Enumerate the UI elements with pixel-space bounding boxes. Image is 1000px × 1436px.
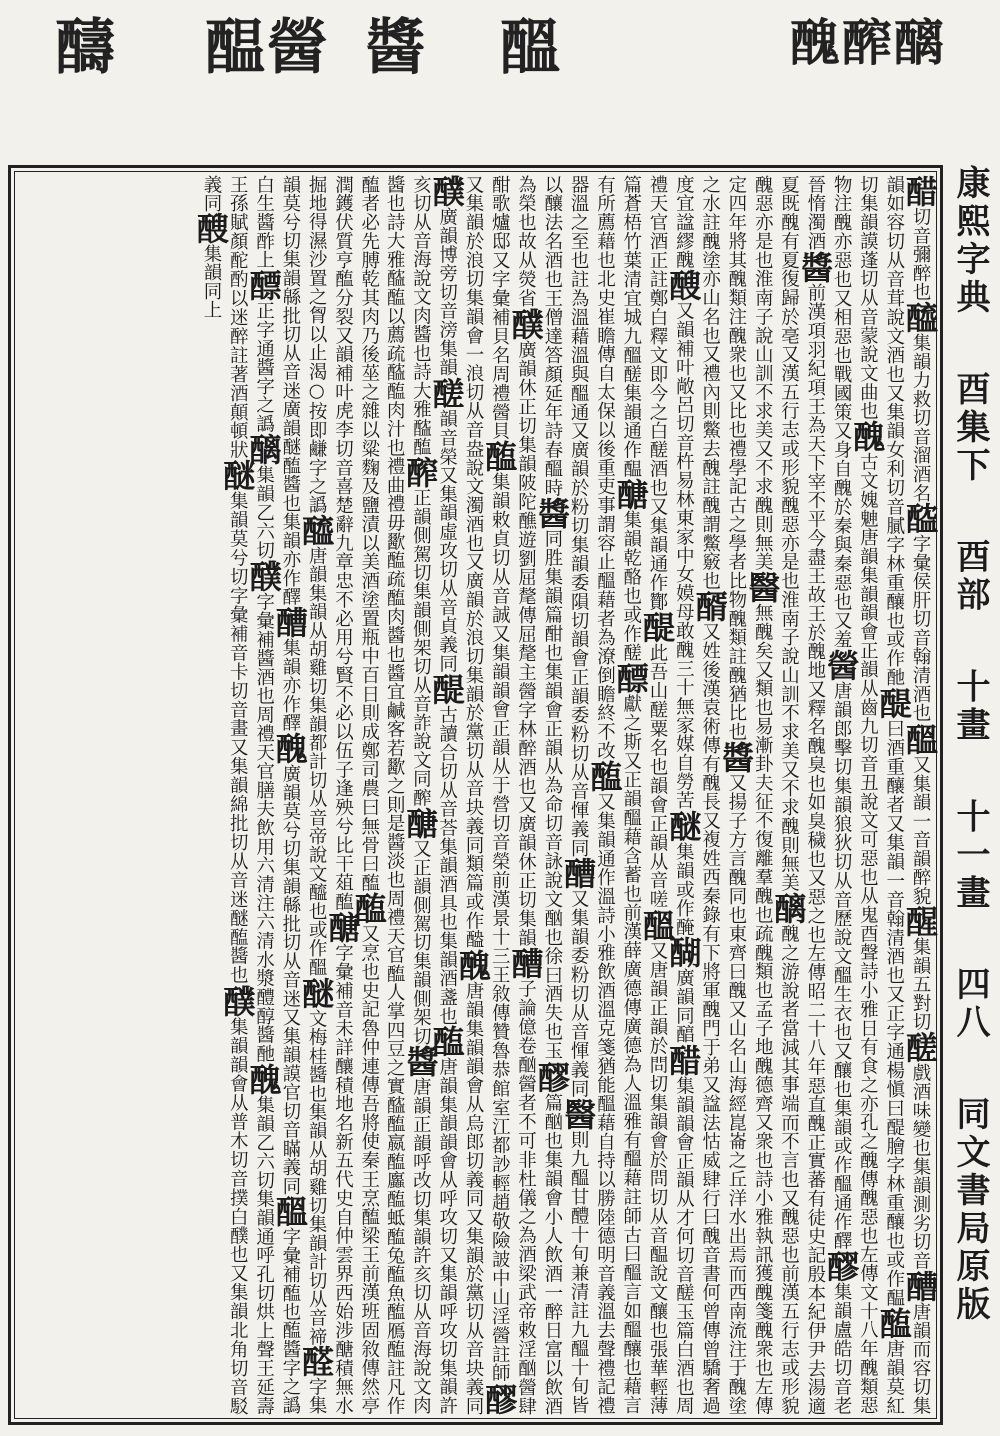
entry-definition: 廣韻莫兮切集韻緜批切从音迷又集韻謨官切音瞞義同 bbox=[279, 764, 301, 1196]
entry-definition: 又集韻委粉切从音惲義同 bbox=[568, 889, 590, 1099]
entry-definition: 唐韻而容切集韻如容切从音茸說文酒也又集韻女利切音膩字林重釀也或作酏 bbox=[883, 175, 931, 1416]
entry-definition: 集韻韻會从普木切音撲白醭也又集韻北角切音駁義同 bbox=[200, 175, 249, 1416]
dictionary-entry bbox=[664, 269, 703, 810]
dictionary-entry bbox=[244, 559, 283, 1063]
entry-headword: 醯 bbox=[297, 514, 336, 547]
entry-definition: 廣韻休正切集韻陂陀醮遊劉屈氂傳屈氂主醟字林醉酒也又廣韻休正切集韻 bbox=[515, 340, 537, 947]
entry-definition: 字彙補醬酒也周禮天官膳夫飲用六清注六清水漿醴醇醬酏 bbox=[253, 592, 275, 1063]
dictionary-entry bbox=[191, 212, 230, 320]
entry-definition: 字彙補音未詳釀積地名新五代史自仲雲界西始涉醣積無水掘地得濕沙置之胷以止渴○按即鹻字之譌 bbox=[306, 175, 354, 1415]
entry-headword: 醜 bbox=[244, 1062, 283, 1096]
dictionary-text-columns bbox=[18, 175, 939, 1416]
entry-definition: 廣韻博旁切音滂集韻 bbox=[436, 207, 458, 377]
dictionary-entry bbox=[297, 976, 336, 1346]
entry-definition: 戲酒味變也集韻測劣切音 bbox=[910, 1063, 931, 1271]
entry-headword: 醨 bbox=[244, 433, 283, 466]
entry-headword: 醭 bbox=[427, 175, 466, 208]
dictionary-entry bbox=[664, 936, 703, 1044]
dictionary-entry bbox=[664, 809, 703, 937]
entry-definition: 又集韻通作溫詩小雅飲酒溫克箋猶能醞藉自持以勝陸德明音義溫去聲禮記禮器溫之至也註為溫藉溫與醞通又廣韻於粉切集韻委隕切韻會正韻委粉切从音惲義同 bbox=[568, 175, 616, 1415]
entry-headword: 醢 bbox=[874, 1306, 913, 1340]
entry-headword: 醝 bbox=[427, 376, 466, 410]
dictionary-entry bbox=[401, 807, 440, 1046]
entry-headword: 醫 bbox=[559, 1098, 598, 1131]
entry-headword: 醢 bbox=[427, 1025, 466, 1058]
entry-definition: 集韻韻會正韻从才何切音醝玉篇白酒也周禮天官酒正註鄭白釋文即今之白醝酒也又集韻通作酇 bbox=[647, 175, 695, 1415]
entry-definition: 字集韻莫兮切集韻緜批切从音迷廣韻醚醢醬也集韻亦作醳 bbox=[279, 175, 328, 1415]
entry-definition: 集韻力救切音溜酒名 bbox=[910, 333, 931, 503]
entry-headword: 醋 bbox=[664, 1043, 703, 1077]
entry-definition: 篇酗也集韻會小人飲酒一醉日富以飲酒為榮也故从熒省 bbox=[515, 175, 563, 1416]
entry-definition: 集韻莫兮切字彙補音卡切音畫又集韻綿批切从音迷醚醢醬也 bbox=[227, 491, 249, 985]
entry-headword: 醍 bbox=[638, 611, 677, 644]
entry-definition: 又集韻於浪切集韻會一浪切从音盎說文濁酒也又廣韻於浪切集韻於黨切从音块義同類篇或作醠 bbox=[462, 175, 484, 949]
entry-definition: 集韻乙六切 bbox=[253, 465, 275, 560]
entry-headword: 醐 bbox=[664, 936, 703, 969]
entry-headword: 醙 bbox=[664, 269, 703, 302]
dictionary-entry bbox=[611, 478, 650, 663]
entry-definition: 唐韻莫紅切集韻謨蓬切从音蒙說文曲也 bbox=[857, 175, 905, 1416]
entry-definition: 集韻敕貞切从音誠又集韻韻會正韻从于營切音榮前漢景十三王敘傳贊魯恭館室江都訬輕趙敬險詖中山淫醟註師 bbox=[489, 472, 511, 1383]
entry-headword: 醬 bbox=[716, 741, 755, 774]
seal-glyph-4: 醞 bbox=[500, 13, 562, 83]
dictionary-entry bbox=[901, 905, 939, 1032]
entry-definition: 唐韻正韻呼改切集韻許亥切从音海說文肉醬也詩大雅醓醢以薦疏醓醢肉汁也禮曲禮毋歠醢疏醢肉醬也醬宜鹹客若歠之則是醬淡也周禮天官醢人掌四豆之實醓醢嬴醢蠯醢蚳醢兔醢魚醢鴈醢註凡作醢者必先膊乾其肉乃後莝之雜以粱麴及鹽漬以美酒塗置瓶中百日則成鄭司農曰無骨曰醢 bbox=[358, 175, 432, 1416]
entry-headword: 醒 bbox=[901, 905, 939, 938]
entry-headword: 醯 bbox=[901, 301, 939, 334]
seal-glyph-5: 醜醡醨 bbox=[790, 13, 946, 72]
page-header-column bbox=[944, 165, 996, 1425]
dictionary-entry bbox=[218, 459, 257, 985]
dictionary-entry bbox=[453, 948, 492, 1416]
entry-headword: 醞 bbox=[638, 908, 677, 942]
entry-headword: 醜 bbox=[270, 732, 309, 765]
entry-headword: 醜 bbox=[453, 948, 492, 982]
entry-headword: 醭 bbox=[506, 307, 545, 341]
seal-glyph-2: 醖醟 bbox=[205, 13, 329, 83]
entry-headword: 醣 bbox=[323, 911, 362, 944]
dictionary-entry bbox=[532, 497, 571, 1061]
entry-definition: 又揚子方言醜同也東齊曰醜又山名山海經崑崙之丘洋水出焉而西南流注于醜塗之水註醜塗亦山名也又禮內則鱉去醜註醜謂鱉竅也 bbox=[699, 175, 747, 1415]
entry-headword: 醪 bbox=[532, 1060, 571, 1093]
dictionary-entry bbox=[270, 606, 309, 733]
entry-definition: 唐韻集韻从胡雞切集韻都計切从音帝說文醯也或作醞 bbox=[306, 546, 328, 977]
entry-headword: 醞 bbox=[901, 722, 939, 755]
entry-headword: 醩 bbox=[506, 946, 545, 980]
entry-definition: 正韻側駕切集韻側架切从音詐說文同醡 bbox=[410, 488, 432, 808]
entry-definition: 集韻五對切 bbox=[910, 937, 931, 1032]
entry-headword: 醍 bbox=[427, 672, 466, 706]
entry-headword: 醢 bbox=[480, 440, 519, 473]
seal-glyph-1: 醻 bbox=[55, 13, 117, 83]
dictionary-entry bbox=[638, 611, 677, 909]
dictionary-entry bbox=[244, 433, 283, 560]
entry-definition: 字彙補醢也醢醬字之譌白生醬酢上 bbox=[253, 175, 301, 1416]
entry-headword: 醛 bbox=[297, 1345, 336, 1378]
entry-definition: 此吾山醝粟名也韻會正韻从音嗟 bbox=[647, 643, 669, 909]
entry-headword: 醩 bbox=[901, 1270, 939, 1303]
entry-definition: 曰酒重釀者又集韻一音翰清酒也又正字通楊愼曰醍膾字林重釀也或作醖 bbox=[883, 719, 905, 1307]
collection-label: 酉集下 bbox=[950, 370, 990, 485]
dictionary-entry bbox=[901, 175, 939, 302]
entry-headword: 醬 bbox=[795, 250, 834, 283]
entry-headword: 醚 bbox=[218, 459, 257, 492]
entry-headword: 醭 bbox=[244, 559, 283, 593]
strokes-10-label: 十畫 bbox=[950, 668, 990, 745]
entry-headword: 醬 bbox=[532, 497, 571, 530]
entry-headword: 醙 bbox=[191, 212, 230, 245]
entry-definition: 文梅桂醬也集韻从胡雞切集韻計切从音禘 bbox=[306, 1008, 328, 1346]
entry-definition: 又正韻側駕切集韻側架切 bbox=[410, 839, 432, 1046]
entry-headword: 醣 bbox=[401, 807, 440, 840]
entry-headword: 醩 bbox=[559, 857, 598, 890]
entry-headword: 醣 bbox=[611, 478, 650, 511]
entry-headword: 醥 bbox=[611, 662, 650, 695]
entry-headword: 醬 bbox=[401, 1045, 440, 1078]
entry-definition: 又唐韻正韻於問切集韻會於問切从音醖說文釀也張華輕薄篇蒼梧竹葉清宜城九醞醝集韻通作醖 bbox=[620, 175, 669, 1416]
entry-headword: 醫 bbox=[743, 571, 782, 604]
strokes-11-label: 十一畫 bbox=[950, 798, 990, 913]
dictionary-entry bbox=[480, 440, 519, 1383]
seal-script-band bbox=[0, 0, 1000, 160]
entry-headword: 醨 bbox=[769, 892, 808, 925]
entry-headword: 醟 bbox=[822, 648, 861, 682]
entry-definition: 同胜集韻篇酣也集韻會正韻从為命切音詠說文酗也徐曰酒失也玉 bbox=[541, 529, 563, 1061]
radical-label: 酉部 bbox=[950, 538, 990, 615]
entry-headword: 醋 bbox=[901, 175, 939, 208]
dictionary-entry bbox=[427, 175, 466, 377]
entry-headword: 醞 bbox=[270, 1195, 309, 1228]
entry-headword: 醝 bbox=[901, 1031, 939, 1064]
dictionary-entry bbox=[270, 732, 309, 1196]
dictionary-entry bbox=[401, 456, 440, 808]
entry-definition: 集韻亦作醳 bbox=[279, 638, 301, 733]
entry-definition: 前漢項羽紀項王為天下宰不平今盡王故王於醜地又釋名醜臭也如臭穢也又惡之也左傳昭二十八年惡直醜正實蕃有徒史記殷本紀伊尹去湯適夏既醜有夏復歸於亳又漢五行志或形貌醜惡亦是也淮南子說山訓不求美又不求醜則無美 bbox=[778, 175, 826, 1416]
entry-headword: 醢 bbox=[585, 760, 624, 793]
dictionary-entry bbox=[244, 269, 283, 434]
entry-definition: 子論億卷酗醟者不可非杜儀之為酒梁武帝敕淫酗醟肆酣歌爐邸又字彙補貝名周禮醟貝 bbox=[489, 175, 537, 1416]
dictionary-entry bbox=[427, 376, 466, 673]
entry-definition: 則九醞甘醴十旬兼清註九醞十旬皆以釀法名酒也王僧達答顏延年詩春醞時 bbox=[541, 175, 590, 1416]
entry-headword: 醪 bbox=[480, 1382, 519, 1415]
entry-definition: 又韻補叶敞呂切音杵易林東家中女嫫母敢醜三十無家媒自勞苦 bbox=[673, 301, 695, 810]
entry-definition: 集韻乾酪也或作醝 bbox=[620, 510, 642, 663]
entry-headword: 醢 bbox=[349, 892, 388, 925]
entry-definition: 字彙侯肝切音翰清酒也 bbox=[910, 534, 931, 723]
dictionary-entry bbox=[901, 1031, 939, 1271]
entry-headword: 醑 bbox=[690, 590, 729, 623]
dictionary-entry bbox=[901, 722, 939, 906]
entry-definition: 集韻或作醃 bbox=[673, 842, 695, 937]
entry-definition: 集韻乙六切集韻通呼孔切烘上聲王延壽王孫賦顏酡酌以迷醉註著酒顛頓狀 bbox=[227, 175, 275, 1416]
publisher-label: 同文書局原版 bbox=[950, 1096, 990, 1325]
entry-headword: 醪 bbox=[822, 1250, 861, 1283]
entry-headword: 醍 bbox=[874, 686, 913, 720]
entry-definition: 唐韻集韻韻會从呼攻切又集韻呼攻切集韻許亥切从音海說文肉醬也詩大雅醓醢 bbox=[410, 175, 458, 1415]
entry-definition: 廣韻同醕 bbox=[673, 968, 695, 1044]
entry-definition: 又姓後漢袁術傳有醜長又複姓西秦錄有下將軍醜門于弟又諡法怙威肆行曰醜音書何曾傳曾驕奢過度宜諡繆醜 bbox=[673, 175, 721, 1415]
dictionary-entry bbox=[427, 672, 466, 1026]
entry-headword: 醚 bbox=[664, 809, 703, 843]
dictionary-entry bbox=[901, 502, 939, 723]
entry-definition: 無醜矣又類也易漸卦夫征不復離羣醜也疏醜類也孟子地醜德齊又衆也詩小雅執訊獲醜箋醜衆也左傳定四年將其醜類注醜衆也又比也禮學記古之學者比物醜類註醜猶比也 bbox=[725, 175, 774, 1415]
dictionary-entry bbox=[901, 301, 939, 503]
dictionary-entry bbox=[822, 648, 861, 1251]
entry-definition: 唐韻集韻韻會从烏郎切義同又集韻於黨切从音块義同 bbox=[462, 981, 484, 1416]
entry-definition: 又集韻一音韻醉貌 bbox=[910, 754, 931, 906]
entry-headword: 醓 bbox=[901, 502, 939, 535]
entry-headword: 醡 bbox=[401, 456, 440, 489]
dictionary-entry bbox=[506, 307, 545, 947]
entry-definition: 古讀合切从音荅集韻酒具也集韻酒盞也 bbox=[436, 705, 458, 1026]
seal-glyph-3: 醬 bbox=[365, 13, 427, 83]
entry-headword: 醭 bbox=[218, 984, 257, 1018]
entry-definition: 集韻盧皓切音老晉惰濁酒 bbox=[804, 175, 853, 1416]
book-title: 康熙字典 bbox=[950, 165, 990, 317]
entry-definition: 獻之斯又正韻醞藉含蓄也前漢薛廣德傳廣德為人溫雅有醞藉註師古曰醞言如醞釀也藉言有所薦藉也北史崔瞻傳自太保以後重吏事謂容止醞藉者為潦倒瞻終不改 bbox=[594, 175, 642, 1416]
dictionary-entry bbox=[559, 857, 598, 1099]
entry-definition: 古文媿䰠唐韻集韻韻會正韻从齒九切音丑說文可惡也从鬼酉聲詩小雅日有食之亦孔之醜傳醜惡也左傳文十八年醜類惡物注醜亦惡也又相惡也戰國策又身自醜於秦與秦惡也又羞 bbox=[831, 175, 879, 1416]
page-number: 四八 bbox=[950, 966, 990, 1043]
dictionary-entry bbox=[874, 686, 913, 1307]
entry-headword: 醚 bbox=[297, 976, 336, 1009]
entry-headword: 醥 bbox=[244, 269, 283, 302]
entry-headword: 醩 bbox=[270, 606, 309, 639]
entry-definition: 又烹也史記魯仲連傳吾將使秦王烹醢梁王前漢班固敘傳然亭潤鑊伏質亨醢分裂又韻補叶虎李切音喜楚辭九章忠不必用兮賢不必以伍子逢殃兮比干葅醢 bbox=[332, 175, 380, 1415]
entry-headword: 醜 bbox=[848, 420, 887, 453]
dictionary-entry bbox=[297, 514, 336, 977]
entry-definition: 集韻同上 bbox=[200, 244, 222, 320]
entry-definition: 醜之游說者當減其事端而不言也又醜惡也前漢五行志或形貌醜惡亦是也淮南子說山訓不求美又不求醜則無美 bbox=[752, 175, 800, 1415]
entry-definition: 切音彌醉也 bbox=[910, 207, 931, 302]
entry-definition: 韻音榮又集韻虛攻切从音貞義同 bbox=[436, 409, 458, 673]
entry-definition: 唐韻郎擊切集韻狼狄切从音歷說文醞生衣也又釀也集韻或作醞通作醳 bbox=[831, 681, 853, 1251]
entry-definition: 正字通醬字之譌 bbox=[253, 301, 275, 434]
